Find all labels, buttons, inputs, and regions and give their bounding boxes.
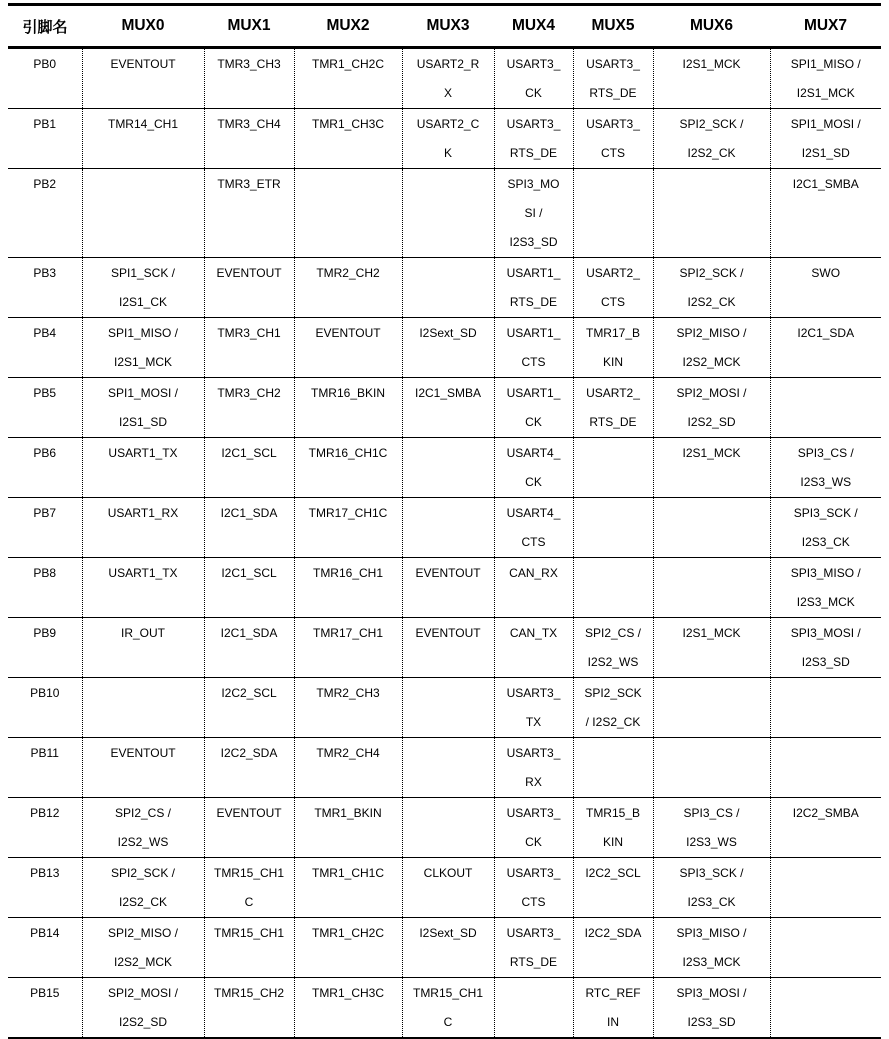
table-row [8, 498, 881, 558]
header-mux3: MUX3 [402, 5, 494, 48]
mux7-value: SPI3_SCK / I2S3_CK [793, 506, 858, 549]
mux3-cell [402, 169, 494, 258]
mux7-cell [770, 738, 881, 798]
table-row [8, 378, 881, 438]
mux0-value: TMR14_CH1 [107, 117, 179, 131]
pin-name-value: PB2 [33, 177, 57, 191]
mux7-cell [770, 858, 881, 918]
mux2-cell [294, 918, 402, 978]
mux5-cell [573, 258, 653, 318]
pin-name-cell [8, 918, 82, 978]
mux0-cell [82, 738, 204, 798]
mux7-value: I2C1_SDA [797, 326, 855, 340]
mux6-cell [653, 918, 770, 978]
pin-name-value: PB11 [30, 746, 59, 760]
mux4-value: CAN_TX [509, 626, 558, 640]
mux0-cell [82, 618, 204, 678]
mux1-cell [204, 498, 294, 558]
mux0-value: SPI1_SCK / I2S1_CK [110, 266, 176, 309]
mux3-value: USART2_C K [416, 117, 480, 160]
mux5-cell [573, 918, 653, 978]
mux1-cell [204, 438, 294, 498]
mux3-cell [402, 978, 494, 1039]
mux0-cell [82, 318, 204, 378]
mux1-cell [204, 798, 294, 858]
mux2-value: TMR1_BKIN [314, 806, 382, 820]
mux0-cell [82, 798, 204, 858]
mux0-value: SPI2_SCK / I2S2_CK [110, 866, 176, 909]
mux6-cell [653, 169, 770, 258]
mux4-cell [494, 618, 573, 678]
mux3-value: I2Sext_SD [419, 326, 477, 340]
mux7-cell [770, 618, 881, 678]
mux5-value: USART2_ RTS_DE [586, 386, 640, 429]
mux0-cell [82, 498, 204, 558]
mux1-cell [204, 109, 294, 169]
mux1-cell [204, 558, 294, 618]
pin-name-cell [8, 438, 82, 498]
pin-name-value: PB1 [33, 117, 57, 131]
mux3-value: I2Sext_SD [419, 926, 477, 940]
pin-name-value: PB14 [30, 926, 60, 940]
mux4-value: USART3_ TX [506, 686, 561, 729]
mux5-value: USART3_ CTS [586, 117, 640, 160]
mux5-value: USART2_ CTS [586, 266, 640, 309]
mux2-value: TMR16_CH1C [308, 446, 388, 460]
mux2-cell [294, 169, 402, 258]
mux5-cell [573, 678, 653, 738]
pin-name-cell [8, 858, 82, 918]
mux5-value: RTC_REF IN [585, 986, 641, 1029]
mux4-value: USART3_ RTS_DE [506, 926, 561, 969]
mux0-cell [82, 48, 204, 109]
mux7-cell [770, 918, 881, 978]
pin-name-cell [8, 618, 82, 678]
mux2-cell [294, 438, 402, 498]
header-mux4: MUX4 [494, 5, 573, 48]
mux1-cell [204, 678, 294, 738]
mux7-cell [770, 558, 881, 618]
mux7-cell [770, 318, 881, 378]
mux4-cell [494, 318, 573, 378]
mux4-cell [494, 798, 573, 858]
mux0-cell [82, 258, 204, 318]
pin-name-cell [8, 738, 82, 798]
mux5-cell [573, 169, 653, 258]
table-row [8, 978, 881, 1039]
pin-name-value: PB3 [33, 266, 57, 280]
pin-name-value: PB8 [33, 566, 57, 580]
mux3-cell [402, 858, 494, 918]
mux0-value: USART1_RX [107, 506, 179, 520]
table-row [8, 558, 881, 618]
mux1-value: I2C1_SDA [220, 626, 278, 640]
mux6-value: SPI3_MOSI / I2S3_SD [676, 986, 747, 1029]
mux2-value: TMR17_CH1C [308, 506, 388, 520]
mux4-cell [494, 169, 573, 258]
mux7-cell [770, 498, 881, 558]
mux2-value: TMR2_CH3 [316, 686, 380, 700]
mux6-value: SPI2_SCK / I2S2_CK [679, 266, 744, 309]
mux3-value: EVENTOUT [415, 626, 481, 640]
mux0-cell [82, 678, 204, 738]
mux5-value: SPI2_CS / I2S2_WS [584, 626, 642, 669]
header-mux2: MUX2 [294, 5, 402, 48]
mux7-value: SPI3_CS / I2S3_WS [797, 446, 854, 489]
mux3-cell [402, 558, 494, 618]
mux5-cell [573, 378, 653, 438]
mux7-cell [770, 48, 881, 109]
mux0-value: SPI2_MISO / I2S2_MCK [107, 926, 179, 969]
mux6-value: I2S1_MCK [682, 57, 741, 71]
mux1-cell [204, 48, 294, 109]
mux1-value: I2C1_SCL [221, 566, 277, 580]
mux4-value: USART3_ RTS_DE [506, 117, 561, 160]
mux5-cell [573, 438, 653, 498]
mux5-cell [573, 858, 653, 918]
mux3-value: CLKOUT [423, 866, 473, 880]
mux1-cell [204, 318, 294, 378]
mux5-cell [573, 978, 653, 1039]
mux2-value: EVENTOUT [315, 326, 381, 340]
mux1-value: I2C2_SCL [221, 686, 277, 700]
mux6-cell [653, 258, 770, 318]
mux7-value: SPI1_MISO / I2S1_MCK [790, 57, 861, 100]
mux7-value: SPI1_MOSI / I2S1_SD [790, 117, 861, 160]
mux0-cell [82, 918, 204, 978]
mux3-value: I2C1_SMBA [414, 386, 482, 400]
mux7-cell [770, 109, 881, 169]
mux6-cell [653, 678, 770, 738]
header-mux1: MUX1 [204, 5, 294, 48]
mux4-cell [494, 738, 573, 798]
mux0-cell [82, 109, 204, 169]
pin-name-cell [8, 378, 82, 438]
pin-name-cell [8, 798, 82, 858]
table-row [8, 109, 881, 169]
mux7-cell [770, 978, 881, 1039]
mux0-cell [82, 558, 204, 618]
mux3-cell [402, 258, 494, 318]
pin-mux-table [8, 3, 881, 1039]
mux5-value: TMR15_B KIN [585, 806, 641, 849]
mux2-cell [294, 738, 402, 798]
pin-name-value: PB13 [30, 866, 60, 880]
table-header [8, 5, 881, 48]
mux7-cell [770, 378, 881, 438]
mux5-value: I2C2_SCL [585, 866, 641, 880]
mux4-value: USART3_ CTS [506, 866, 561, 909]
mux0-value: SPI1_MOSI / I2S1_SD [107, 386, 179, 429]
mux1-value: EVENTOUT [216, 266, 282, 280]
mux0-cell [82, 978, 204, 1039]
mux2-value: TMR1_CH2C [311, 57, 384, 71]
pin-name-value: PB5 [33, 386, 57, 400]
mux4-value: USART4_ CTS [506, 506, 561, 549]
mux4-cell [494, 858, 573, 918]
pin-name-value: PB6 [33, 446, 57, 460]
mux4-cell [494, 438, 573, 498]
mux5-cell [573, 48, 653, 109]
pin-name-cell [8, 48, 82, 109]
header-pin-name: 引脚名 [8, 5, 82, 48]
mux0-value: SPI1_MISO / I2S1_MCK [107, 326, 179, 369]
mux3-cell [402, 109, 494, 169]
mux2-cell [294, 109, 402, 169]
pin-name-value: PB0 [33, 57, 57, 71]
mux2-value: TMR1_CH2C [311, 926, 384, 940]
mux5-cell [573, 558, 653, 618]
mux1-value: TMR3_CH4 [217, 117, 281, 131]
mux4-value: USART4_ CK [506, 446, 561, 489]
mux6-cell [653, 798, 770, 858]
mux6-cell [653, 978, 770, 1039]
mux6-value: SPI3_CS / I2S3_WS [683, 806, 740, 849]
mux4-value: USART3_ CK [506, 57, 561, 100]
mux6-value: SPI2_MISO / I2S2_MCK [676, 326, 747, 369]
mux7-value: SPI3_MOSI / I2S3_SD [790, 626, 861, 669]
mux1-value: TMR3_CH3 [217, 57, 281, 71]
mux4-cell [494, 378, 573, 438]
mux4-cell [494, 678, 573, 738]
mux2-value: TMR17_CH1 [312, 626, 384, 640]
mux0-value: USART1_TX [108, 446, 178, 460]
table-row [8, 678, 881, 738]
mux6-cell [653, 318, 770, 378]
mux5-cell [573, 498, 653, 558]
mux1-value: TMR3_ETR [217, 177, 281, 191]
table-row [8, 48, 881, 109]
header-row [8, 5, 881, 48]
mux2-value: TMR16_BKIN [310, 386, 386, 400]
mux5-value: I2C2_SDA [584, 926, 642, 940]
pin-name-cell [8, 978, 82, 1039]
mux1-cell [204, 738, 294, 798]
header-mux5: MUX5 [573, 5, 653, 48]
table-row [8, 258, 881, 318]
mux0-value: IR_OUT [120, 626, 165, 640]
mux6-cell [653, 48, 770, 109]
mux6-value: I2S1_MCK [682, 626, 741, 640]
mux5-cell [573, 318, 653, 378]
mux1-cell [204, 978, 294, 1039]
table-row [8, 318, 881, 378]
mux1-cell [204, 918, 294, 978]
mux4-value: SPI3_MO SI / I2S3_SD [507, 177, 560, 249]
mux6-value: SPI3_MISO / I2S3_MCK [676, 926, 747, 969]
mux6-cell [653, 498, 770, 558]
mux0-value: SPI2_CS / I2S2_WS [114, 806, 172, 849]
table-row [8, 618, 881, 678]
mux2-value: TMR1_CH1C [311, 866, 384, 880]
mux6-cell [653, 438, 770, 498]
mux7-value: SPI3_MISO / I2S3_MCK [790, 566, 861, 609]
mux3-value: TMR15_CH1 C [412, 986, 484, 1029]
pin-name-value: PB12 [30, 806, 60, 820]
mux5-cell [573, 798, 653, 858]
mux7-cell [770, 798, 881, 858]
mux4-cell [494, 978, 573, 1039]
mux4-value: USART3_ RX [506, 746, 561, 789]
mux6-value: SPI2_MOSI / I2S2_SD [676, 386, 747, 429]
mux1-value: TMR3_CH1 [217, 326, 281, 340]
mux4-cell [494, 558, 573, 618]
mux5-value: TMR17_B KIN [585, 326, 641, 369]
mux3-cell [402, 498, 494, 558]
mux1-value: TMR15_CH2 [213, 986, 285, 1000]
mux2-cell [294, 258, 402, 318]
mux4-cell [494, 918, 573, 978]
table-row [8, 438, 881, 498]
table-row [8, 858, 881, 918]
mux1-cell [204, 858, 294, 918]
mux2-value: TMR1_CH3C [311, 117, 384, 131]
mux3-cell [402, 738, 494, 798]
mux4-value: USART1_ CTS [506, 326, 561, 369]
pin-name-cell [8, 258, 82, 318]
pin-name-cell [8, 498, 82, 558]
mux2-value: TMR16_CH1 [312, 566, 384, 580]
mux2-value: TMR2_CH4 [316, 746, 380, 760]
mux2-cell [294, 618, 402, 678]
mux1-value: EVENTOUT [216, 806, 282, 820]
mux0-value: EVENTOUT [110, 746, 176, 760]
mux2-cell [294, 48, 402, 109]
mux0-value: SPI2_MOSI / I2S2_SD [107, 986, 179, 1029]
mux5-value: USART3_ RTS_DE [586, 57, 640, 100]
mux1-value: I2C2_SDA [220, 746, 278, 760]
pin-name-cell [8, 169, 82, 258]
mux2-cell [294, 858, 402, 918]
mux3-value: USART2_R X [416, 57, 480, 100]
mux0-value: USART1_TX [108, 566, 178, 580]
mux1-value: TMR3_CH2 [217, 386, 281, 400]
mux1-cell [204, 258, 294, 318]
mux5-cell [573, 109, 653, 169]
mux4-cell [494, 258, 573, 318]
mux6-cell [653, 378, 770, 438]
mux6-cell [653, 618, 770, 678]
mux0-cell [82, 858, 204, 918]
pin-name-value: PB10 [30, 686, 60, 700]
mux2-cell [294, 978, 402, 1039]
mux2-cell [294, 798, 402, 858]
mux2-cell [294, 378, 402, 438]
mux5-value: SPI2_SCK / I2S2_CK [584, 686, 642, 729]
mux2-cell [294, 498, 402, 558]
mux7-cell [770, 438, 881, 498]
mux6-cell [653, 558, 770, 618]
mux6-value: SPI2_SCK / I2S2_CK [679, 117, 744, 160]
mux6-cell [653, 858, 770, 918]
mux7-cell [770, 258, 881, 318]
mux1-cell [204, 378, 294, 438]
table-row [8, 798, 881, 858]
mux3-cell [402, 678, 494, 738]
pin-name-value: PB7 [33, 506, 57, 520]
pin-name-cell [8, 558, 82, 618]
mux5-cell [573, 738, 653, 798]
pin-name-value: PB4 [33, 326, 57, 340]
mux6-value: SPI3_SCK / I2S3_CK [679, 866, 744, 909]
table-row [8, 738, 881, 798]
mux4-value: CAN_RX [509, 566, 558, 580]
mux3-cell [402, 618, 494, 678]
header-mux7: MUX7 [770, 5, 881, 48]
mux7-cell [770, 169, 881, 258]
mux3-cell [402, 48, 494, 109]
mux7-value: SWO [811, 266, 841, 280]
mux1-cell [204, 618, 294, 678]
mux1-cell [204, 169, 294, 258]
mux7-value: I2C2_SMBA [792, 806, 859, 820]
mux4-cell [494, 109, 573, 169]
mux4-cell [494, 48, 573, 109]
header-mux0: MUX0 [82, 5, 204, 48]
mux3-cell [402, 918, 494, 978]
mux4-value: USART1_ RTS_DE [506, 266, 561, 309]
table-row [8, 169, 881, 258]
mux3-cell [402, 318, 494, 378]
mux6-cell [653, 109, 770, 169]
table-body [8, 48, 881, 1039]
mux1-value: TMR15_CH1 C [213, 866, 285, 909]
mux2-value: TMR1_CH3C [311, 986, 384, 1000]
mux3-cell [402, 378, 494, 438]
mux4-cell [494, 498, 573, 558]
header-mux6: MUX6 [653, 5, 770, 48]
mux2-cell [294, 318, 402, 378]
table-row [8, 918, 881, 978]
mux6-value: I2S1_MCK [682, 446, 741, 460]
mux3-cell [402, 438, 494, 498]
mux1-value: TMR15_CH1 [213, 926, 285, 940]
mux1-value: I2C1_SCL [221, 446, 277, 460]
mux5-cell [573, 618, 653, 678]
pin-name-cell [8, 678, 82, 738]
mux2-value: TMR2_CH2 [316, 266, 380, 280]
mux7-value: I2C1_SMBA [792, 177, 859, 191]
mux1-value: I2C1_SDA [220, 506, 278, 520]
mux2-cell [294, 678, 402, 738]
pin-name-value: PB9 [33, 626, 57, 640]
pin-name-value: PB15 [30, 986, 60, 1000]
mux4-value: USART3_ CK [506, 806, 561, 849]
mux0-cell [82, 438, 204, 498]
mux0-cell [82, 169, 204, 258]
mux6-cell [653, 738, 770, 798]
mux0-value: EVENTOUT [110, 57, 176, 71]
mux0-cell [82, 378, 204, 438]
mux2-cell [294, 558, 402, 618]
pin-name-cell [8, 318, 82, 378]
mux7-cell [770, 678, 881, 738]
mux4-value: USART1_ CK [506, 386, 561, 429]
mux3-cell [402, 798, 494, 858]
pin-name-cell [8, 109, 82, 169]
mux3-value: EVENTOUT [415, 566, 481, 580]
